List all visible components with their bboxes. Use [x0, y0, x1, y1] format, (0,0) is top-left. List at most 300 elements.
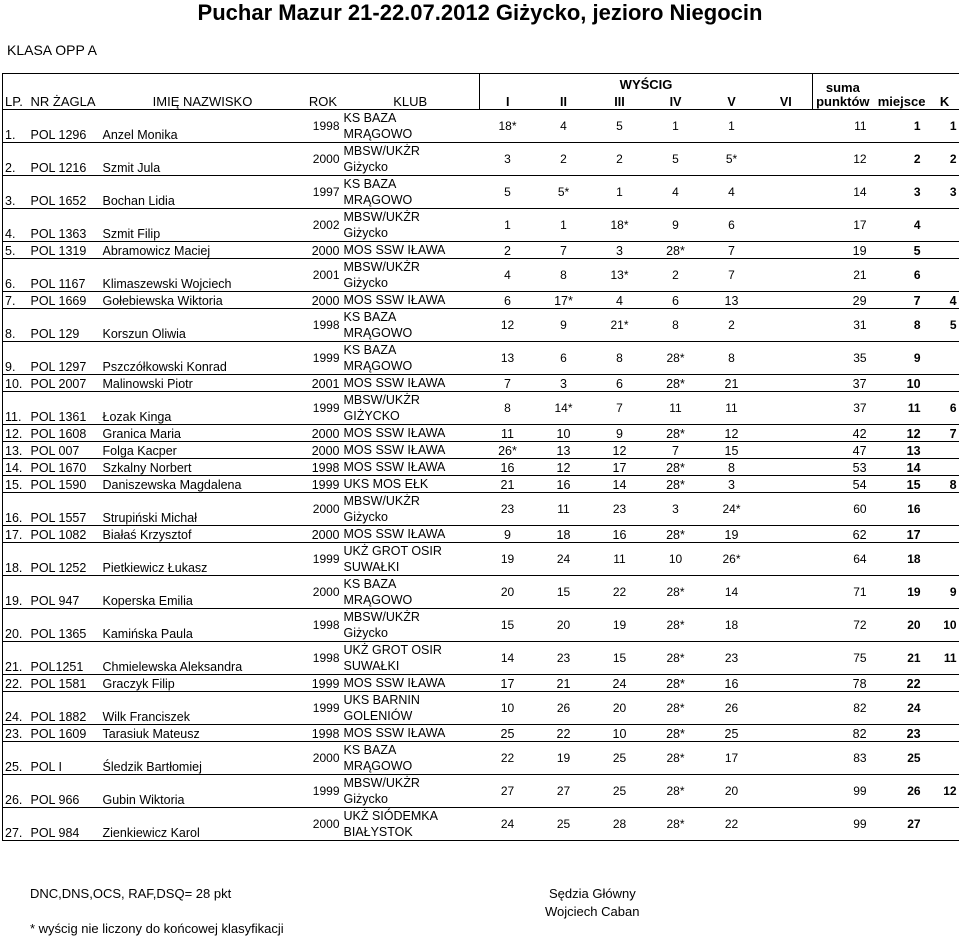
cell-club — [342, 675, 480, 692]
cell-year: 2001 — [305, 375, 342, 392]
header-place: miejsce — [873, 74, 931, 110]
club-line: MBSW/UKŻR — [343, 610, 420, 624]
table-row — [3, 609, 959, 642]
page-title: Puchar Mazur 21-22.07.2012 Giżycko, jezioro Niegocin — [197, 0, 763, 25]
cell-club — [342, 309, 480, 342]
cell-lp: 13. — [3, 442, 29, 459]
cell-race-1: 4 — [480, 259, 536, 292]
judge-name: Wojciech Caban — [545, 904, 640, 919]
cell-race-2: 5* — [536, 176, 592, 209]
cell-race-2: 25 — [536, 808, 592, 841]
cell-sum: 82 — [813, 725, 873, 742]
club-line: MOS SSW IŁAWA — [343, 426, 446, 440]
cell-k: 4 — [931, 292, 959, 309]
club-line: MBSW/UKŻR — [343, 260, 420, 274]
cell-race-1: 19 — [480, 543, 536, 576]
cell-lp: 21. — [3, 642, 29, 675]
cell-sail: POL 2007 — [29, 375, 101, 392]
cell-sail: POL 1882 — [29, 692, 101, 725]
cell-k — [931, 242, 959, 259]
cell-race-6 — [760, 242, 813, 259]
cell-sum: 31 — [813, 309, 873, 342]
cell-race-5: 23 — [704, 642, 760, 675]
cell-k — [931, 675, 959, 692]
cell-club — [342, 425, 480, 442]
cell-sum: 75 — [813, 642, 873, 675]
club-line: KS BAZA — [343, 177, 397, 191]
cell-race-5: 17 — [704, 742, 760, 775]
table-row — [3, 642, 959, 675]
cell-race-2: 11 — [536, 493, 592, 526]
table-row — [3, 425, 959, 442]
club-line: Giżycko — [343, 226, 388, 240]
cell-race-6 — [760, 692, 813, 725]
cell-place: 9 — [873, 342, 931, 375]
club-line: Giżycko — [343, 160, 388, 174]
cell-race-1: 23 — [480, 493, 536, 526]
club-line: KS BAZA — [343, 310, 397, 324]
cell-club — [342, 110, 480, 143]
cell-place: 23 — [873, 725, 931, 742]
cell-k — [931, 742, 959, 775]
cell-sum: 42 — [813, 425, 873, 442]
cell-race-2: 7 — [536, 242, 592, 259]
cell-place: 20 — [873, 609, 931, 642]
cell-sail: POL 1361 — [29, 392, 101, 425]
cell-race-3: 23 — [592, 493, 648, 526]
cell-sail: POL1251 — [29, 642, 101, 675]
cell-race-6 — [760, 425, 813, 442]
cell-race-2: 23 — [536, 642, 592, 675]
cell-sum: 71 — [813, 576, 873, 609]
cell-sum: 60 — [813, 493, 873, 526]
cell-race-2: 6 — [536, 342, 592, 375]
cell-race-3: 1 — [592, 176, 648, 209]
cell-place: 22 — [873, 675, 931, 692]
cell-sum: 78 — [813, 675, 873, 692]
cell-name: Łozak Kinga — [101, 392, 305, 425]
cell-sum: 64 — [813, 543, 873, 576]
cell-k: 12 — [931, 775, 959, 808]
cell-race-4: 7 — [648, 442, 704, 459]
cell-race-3: 11 — [592, 543, 648, 576]
cell-sail: POL 1297 — [29, 342, 101, 375]
cell-race-3: 5 — [592, 110, 648, 143]
cell-lp: 3. — [3, 176, 29, 209]
cell-race-1: 16 — [480, 459, 536, 476]
cell-lp: 7. — [3, 292, 29, 309]
cell-race-5: 3 — [704, 476, 760, 493]
cell-race-2: 3 — [536, 375, 592, 392]
cell-year: 1997 — [305, 176, 342, 209]
cell-year: 1998 — [305, 110, 342, 143]
header-lp: LP. — [3, 74, 29, 110]
cell-race-2: 16 — [536, 476, 592, 493]
header-race-5: V — [704, 92, 760, 110]
cell-lp: 23. — [3, 725, 29, 742]
cell-lp: 2. — [3, 143, 29, 176]
cell-race-1: 1 — [480, 209, 536, 242]
cell-sum: 72 — [813, 609, 873, 642]
cell-race-4: 28* — [648, 725, 704, 742]
table-row — [3, 742, 959, 775]
cell-race-2: 1 — [536, 209, 592, 242]
cell-race-3: 28 — [592, 808, 648, 841]
cell-race-4: 9 — [648, 209, 704, 242]
cell-sail: POL 1365 — [29, 609, 101, 642]
cell-race-5: 1 — [704, 110, 760, 143]
cell-race-1: 17 — [480, 675, 536, 692]
cell-race-4: 11 — [648, 392, 704, 425]
cell-club — [342, 692, 480, 725]
cell-sail: POL 984 — [29, 808, 101, 841]
cell-race-6 — [760, 493, 813, 526]
cell-name: Anzel Monika — [101, 110, 305, 143]
cell-race-2: 27 — [536, 775, 592, 808]
cell-race-6 — [760, 775, 813, 808]
cell-race-6 — [760, 292, 813, 309]
cell-race-2: 20 — [536, 609, 592, 642]
cell-name: Graczyk Filip — [101, 675, 305, 692]
cell-race-1: 9 — [480, 526, 536, 543]
cell-race-5: 15 — [704, 442, 760, 459]
cell-race-4: 28* — [648, 692, 704, 725]
cell-race-5: 14 — [704, 576, 760, 609]
cell-race-5: 13 — [704, 292, 760, 309]
cell-k — [931, 459, 959, 476]
cell-race-5: 8 — [704, 459, 760, 476]
club-line: MOS SSW IŁAWA — [343, 443, 446, 457]
cell-club — [342, 242, 480, 259]
club-line: UKŻ SIÓDEMKA — [343, 809, 438, 823]
cell-race-2: 2 — [536, 143, 592, 176]
table-row — [3, 342, 959, 375]
cell-race-6 — [760, 459, 813, 476]
cell-year: 1998 — [305, 725, 342, 742]
cell-lp: 5. — [3, 242, 29, 259]
cell-name: Bochan Lidia — [101, 176, 305, 209]
cell-race-1: 26* — [480, 442, 536, 459]
cell-name: Szmit Jula — [101, 143, 305, 176]
cell-k: 3 — [931, 176, 959, 209]
cell-sail: POL 1252 — [29, 543, 101, 576]
cell-k — [931, 692, 959, 725]
cell-name: Szkalny Norbert — [101, 459, 305, 476]
cell-race-4: 8 — [648, 309, 704, 342]
cell-race-5: 25 — [704, 725, 760, 742]
cell-race-3: 4 — [592, 292, 648, 309]
cell-race-2: 26 — [536, 692, 592, 725]
cell-race-1: 12 — [480, 309, 536, 342]
club-line: MOS SSW IŁAWA — [343, 376, 446, 390]
cell-lp: 18. — [3, 543, 29, 576]
table-row — [3, 543, 959, 576]
header-name: IMIĘ NAZWISKO — [101, 74, 305, 110]
cell-race-5: 6 — [704, 209, 760, 242]
cell-name: Abramowicz Maciej — [101, 242, 305, 259]
cell-sail: POL 1167 — [29, 259, 101, 292]
cell-sum: 11 — [813, 110, 873, 143]
cell-race-4: 28* — [648, 609, 704, 642]
table-row — [3, 476, 959, 493]
cell-year: 1998 — [305, 642, 342, 675]
club-line: MBSW/UKŻR — [343, 393, 420, 407]
club-line: MOS SSW IŁAWA — [343, 243, 446, 257]
cell-race-5: 7 — [704, 242, 760, 259]
cell-club — [342, 176, 480, 209]
cell-race-4: 2 — [648, 259, 704, 292]
cell-race-5: 19 — [704, 526, 760, 543]
results-table — [2, 73, 959, 841]
table-row — [3, 309, 959, 342]
cell-place: 13 — [873, 442, 931, 459]
cell-sail: POL 1590 — [29, 476, 101, 493]
cell-race-3: 12 — [592, 442, 648, 459]
club-line: MRĄGOWO — [343, 359, 413, 373]
cell-year: 2000 — [305, 242, 342, 259]
cell-sum: 99 — [813, 775, 873, 808]
cell-k: 6 — [931, 392, 959, 425]
club-line: MBSW/UKŻR — [343, 144, 420, 158]
cell-race-6 — [760, 110, 813, 143]
cell-k: 10 — [931, 609, 959, 642]
cell-year: 2000 — [305, 576, 342, 609]
table-row — [3, 392, 959, 425]
cell-k — [931, 342, 959, 375]
cell-year: 2000 — [305, 143, 342, 176]
cell-race-6 — [760, 742, 813, 775]
cell-place: 10 — [873, 375, 931, 392]
cell-race-3: 25 — [592, 775, 648, 808]
cell-k — [931, 808, 959, 841]
cell-race-6 — [760, 342, 813, 375]
cell-year: 1999 — [305, 692, 342, 725]
club-line: MRĄGOWO — [343, 326, 413, 340]
cell-race-5: 18 — [704, 609, 760, 642]
table-row — [3, 576, 959, 609]
cell-year: 1998 — [305, 609, 342, 642]
cell-race-3: 21* — [592, 309, 648, 342]
cell-lp: 16. — [3, 493, 29, 526]
cell-year: 1999 — [305, 342, 342, 375]
cell-place: 27 — [873, 808, 931, 841]
cell-race-4: 10 — [648, 543, 704, 576]
header-race-3: III — [592, 92, 648, 110]
cell-name: Klimaszewski Wojciech — [101, 259, 305, 292]
cell-club — [342, 342, 480, 375]
cell-place: 18 — [873, 543, 931, 576]
cell-club — [342, 609, 480, 642]
cell-race-4: 1 — [648, 110, 704, 143]
cell-club — [342, 543, 480, 576]
cell-sail: POL 1581 — [29, 675, 101, 692]
cell-race-5: 24* — [704, 493, 760, 526]
cell-race-5: 2 — [704, 309, 760, 342]
cell-race-5: 22 — [704, 808, 760, 841]
cell-sum: 54 — [813, 476, 873, 493]
cell-year: 2000 — [305, 742, 342, 775]
table-row — [3, 242, 959, 259]
header-sail: NR ŻAGLA — [29, 74, 101, 110]
table-row — [3, 143, 959, 176]
cell-name: Śledzik Bartłomiej — [101, 742, 305, 775]
cell-year: 2002 — [305, 209, 342, 242]
table-row — [3, 176, 959, 209]
cell-race-4: 28* — [648, 242, 704, 259]
header-k: K — [931, 74, 959, 110]
cell-race-1: 5 — [480, 176, 536, 209]
cell-club — [342, 642, 480, 675]
cell-lp: 12. — [3, 425, 29, 442]
club-line: KS BAZA — [343, 111, 397, 125]
cell-race-1: 6 — [480, 292, 536, 309]
table-row — [3, 292, 959, 309]
club-line: GOLENIÓW — [343, 709, 413, 723]
club-line: GIŻYCKO — [343, 409, 400, 423]
cell-race-6 — [760, 259, 813, 292]
cell-race-4: 28* — [648, 808, 704, 841]
cell-place: 25 — [873, 742, 931, 775]
cell-club — [342, 725, 480, 742]
cell-sail: POL 1216 — [29, 143, 101, 176]
footnote-discard: * wyścig nie liczony do końcowej klasyfikacji — [30, 921, 284, 936]
table-row — [3, 675, 959, 692]
cell-club — [342, 259, 480, 292]
cell-lp: 4. — [3, 209, 29, 242]
table-row — [3, 209, 959, 242]
cell-name: Gołebiewska Wiktoria — [101, 292, 305, 309]
cell-race-1: 2 — [480, 242, 536, 259]
cell-race-1: 27 — [480, 775, 536, 808]
cell-place: 19 — [873, 576, 931, 609]
cell-sum: 17 — [813, 209, 873, 242]
cell-sum: 14 — [813, 176, 873, 209]
cell-name: Granica Maria — [101, 425, 305, 442]
cell-k: 11 — [931, 642, 959, 675]
header-race-1: I — [480, 92, 536, 110]
cell-lp: 10. — [3, 375, 29, 392]
cell-lp: 19. — [3, 576, 29, 609]
cell-sail: POL 1363 — [29, 209, 101, 242]
cell-race-4: 28* — [648, 775, 704, 808]
cell-k — [931, 442, 959, 459]
cell-name: Białaś Krzysztof — [101, 526, 305, 543]
cell-sail: POL 1670 — [29, 459, 101, 476]
cell-club — [342, 292, 480, 309]
cell-race-5: 5* — [704, 143, 760, 176]
cell-race-6 — [760, 476, 813, 493]
cell-place: 6 — [873, 259, 931, 292]
club-line: MRĄGOWO — [343, 593, 413, 607]
cell-race-6 — [760, 675, 813, 692]
club-line: MOS SSW IŁAWA — [343, 460, 446, 474]
cell-race-3: 17 — [592, 459, 648, 476]
club-line: KS BAZA — [343, 743, 397, 757]
cell-race-1: 20 — [480, 576, 536, 609]
cell-race-2: 17* — [536, 292, 592, 309]
cell-lp: 24. — [3, 692, 29, 725]
cell-race-5: 12 — [704, 425, 760, 442]
cell-year: 1999 — [305, 476, 342, 493]
cell-sail: POL 1557 — [29, 493, 101, 526]
cell-sum: 35 — [813, 342, 873, 375]
cell-name: Chmielewska Aleksandra — [101, 642, 305, 675]
cell-race-4: 28* — [648, 425, 704, 442]
cell-place: 26 — [873, 775, 931, 808]
cell-year: 2000 — [305, 425, 342, 442]
cell-sum: 12 — [813, 143, 873, 176]
cell-race-1: 10 — [480, 692, 536, 725]
club-line: SUWAŁKI — [343, 659, 400, 673]
header-sum: suma punktów — [813, 74, 873, 110]
header-race-4: IV — [648, 92, 704, 110]
club-line: MOS SSW IŁAWA — [343, 293, 446, 307]
table-row — [3, 375, 959, 392]
club-line: UKŻ GROT OSIR — [343, 544, 442, 558]
cell-race-4: 6 — [648, 292, 704, 309]
cell-race-6 — [760, 609, 813, 642]
cell-lp: 8. — [3, 309, 29, 342]
cell-race-4: 3 — [648, 493, 704, 526]
cell-place: 12 — [873, 425, 931, 442]
cell-k — [931, 725, 959, 742]
cell-k: 8 — [931, 476, 959, 493]
cell-club — [342, 742, 480, 775]
club-line: KS BAZA — [343, 343, 397, 357]
cell-race-3: 6 — [592, 375, 648, 392]
cell-race-3: 16 — [592, 526, 648, 543]
cell-k — [931, 209, 959, 242]
cell-name: Folga Kacper — [101, 442, 305, 459]
cell-race-5: 8 — [704, 342, 760, 375]
cell-name: Zienkiewicz Karol — [101, 808, 305, 841]
cell-name: Wilk Franciszek — [101, 692, 305, 725]
header-club: KLUB — [342, 74, 480, 110]
cell-race-1: 13 — [480, 342, 536, 375]
cell-place: 3 — [873, 176, 931, 209]
cell-place: 24 — [873, 692, 931, 725]
cell-race-1: 11 — [480, 425, 536, 442]
cell-lp: 20. — [3, 609, 29, 642]
cell-year: 1999 — [305, 392, 342, 425]
club-line: MOS SSW IŁAWA — [343, 726, 446, 740]
cell-race-4: 4 — [648, 176, 704, 209]
club-line: BIAŁYSTOK — [343, 825, 413, 839]
club-line: MRĄGOWO — [343, 193, 413, 207]
cell-race-4: 28* — [648, 476, 704, 493]
cell-race-2: 4 — [536, 110, 592, 143]
cell-year: 2000 — [305, 442, 342, 459]
club-line: KS BAZA — [343, 577, 397, 591]
cell-year: 1998 — [305, 459, 342, 476]
cell-place: 16 — [873, 493, 931, 526]
cell-year: 1999 — [305, 775, 342, 808]
cell-sail: POL 1609 — [29, 725, 101, 742]
header-year: ROK — [305, 74, 342, 110]
cell-race-4: 28* — [648, 576, 704, 609]
cell-race-6 — [760, 543, 813, 576]
cell-race-1: 15 — [480, 609, 536, 642]
cell-race-4: 28* — [648, 342, 704, 375]
table-row — [3, 692, 959, 725]
cell-club — [342, 442, 480, 459]
cell-race-2: 12 — [536, 459, 592, 476]
cell-year: 2001 — [305, 259, 342, 292]
cell-club — [342, 143, 480, 176]
table-row — [3, 808, 959, 841]
cell-lp: 9. — [3, 342, 29, 375]
cell-race-1: 7 — [480, 375, 536, 392]
